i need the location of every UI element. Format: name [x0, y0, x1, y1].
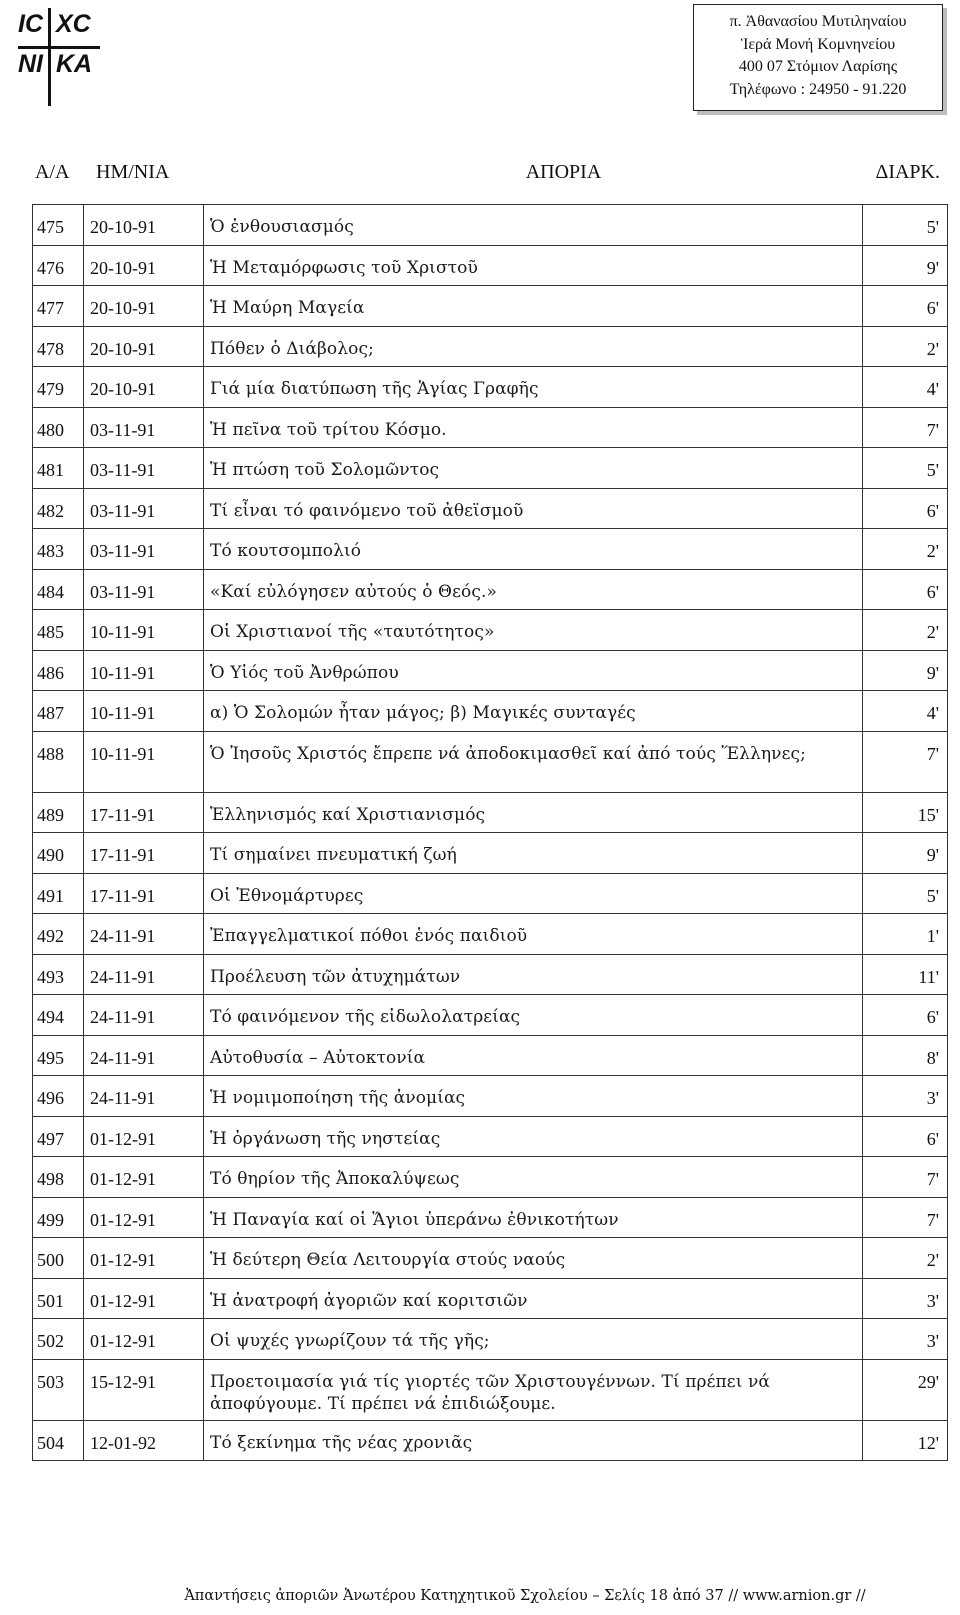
row-topic: «Καί εὐλόγησεν αὐτούς ὁ Θεός.»: [204, 569, 863, 610]
row-duration: 5': [863, 205, 948, 246]
address-line: Ἱερά Μονή Κομνηνείου: [740, 35, 896, 53]
table-row: [33, 529, 948, 570]
row-duration: 6': [863, 995, 948, 1036]
address-line: Τηλέφωνο : 24950 - 91.220: [729, 80, 907, 98]
row-topic: Ἡ νομιμοποίηση τῆς ἀνομίας: [204, 1076, 863, 1117]
row-duration: 2': [863, 610, 948, 651]
row-number: 498: [33, 1157, 84, 1198]
row-topic: Ὁ Ἰησοῦς Χριστός ἔπρεπε νά ἀποδοκιμασθεῖ καί ἀπό τούς Ἕλληνες;: [204, 731, 863, 792]
row-topic: Ἡ ὀργάνωση τῆς νηστείας: [204, 1116, 863, 1157]
row-date: 20-10-91: [84, 286, 204, 327]
row-topic: Γιά μία διατύπωση τῆς Ἁγίας Γραφῆς: [204, 367, 863, 408]
row-number: 483: [33, 529, 84, 570]
row-date: 10-11-91: [84, 691, 204, 732]
table-row: [33, 569, 948, 610]
row-duration: 5': [863, 873, 948, 914]
row-duration: 2': [863, 326, 948, 367]
table-row: [33, 731, 948, 792]
row-date: 03-11-91: [84, 448, 204, 489]
row-number: 491: [33, 873, 84, 914]
row-date: 01-12-91: [84, 1238, 204, 1279]
row-date: 24-11-91: [84, 1076, 204, 1117]
table-row: [33, 1278, 948, 1319]
row-duration: 5': [863, 448, 948, 489]
table-row: [33, 1359, 948, 1420]
table-row: [33, 245, 948, 286]
row-duration: 6': [863, 286, 948, 327]
row-topic: Πόθεν ὁ Διάβολος;: [204, 326, 863, 367]
row-duration: 12': [863, 1420, 948, 1461]
row-duration: 2': [863, 529, 948, 570]
row-duration: 3': [863, 1076, 948, 1117]
row-date: 10-11-91: [84, 610, 204, 651]
table-row: [33, 1116, 948, 1157]
row-topic: Ἡ Μεταμόρφωσις τοῦ Χριστοῦ: [204, 245, 863, 286]
row-duration: 7': [863, 731, 948, 792]
table-row: [33, 448, 948, 489]
row-topic: Τό ξεκίνημα τῆς νέας χρονιᾶς: [204, 1420, 863, 1461]
table-row: [33, 833, 948, 874]
address-box: [693, 4, 943, 111]
row-topic: Ἑλληνισμός καί Χριστιανισμός: [204, 792, 863, 833]
row-number: 489: [33, 792, 84, 833]
table-row: [33, 995, 948, 1036]
table-row: [33, 914, 948, 955]
row-number: 497: [33, 1116, 84, 1157]
table-row: [33, 205, 948, 246]
row-number: 501: [33, 1278, 84, 1319]
row-date: 17-11-91: [84, 873, 204, 914]
row-topic: Οἱ Ἐθνομάρτυρες: [204, 873, 863, 914]
row-duration: 15': [863, 792, 948, 833]
table-row: [33, 1035, 948, 1076]
row-number: 500: [33, 1238, 84, 1279]
row-number: 492: [33, 914, 84, 955]
row-duration: 29': [863, 1359, 948, 1420]
table-row: [33, 1319, 948, 1360]
row-number: 481: [33, 448, 84, 489]
row-duration: 2': [863, 1238, 948, 1279]
row-number: 484: [33, 569, 84, 610]
monastery-cross-logo: [18, 8, 104, 106]
table-row: [33, 954, 948, 995]
row-topic: Ὁ Υἱός τοῦ Ἀνθρώπου: [204, 650, 863, 691]
table-row: [33, 610, 948, 651]
row-date: 03-11-91: [84, 488, 204, 529]
row-duration: 8': [863, 1035, 948, 1076]
row-date: 17-11-91: [84, 833, 204, 874]
logo-letters-ic: IC: [18, 10, 43, 38]
header-date: ΗΜ/ΝΙΑ: [96, 160, 170, 183]
row-topic: Ἡ Μαύρη Μαγεία: [204, 286, 863, 327]
row-date: 01-12-91: [84, 1319, 204, 1360]
row-number: 480: [33, 407, 84, 448]
logo-letters-ka: KA: [56, 50, 93, 78]
row-duration: 4': [863, 691, 948, 732]
row-topic: Αὐτοθυσία – Αὐτοκτονία: [204, 1035, 863, 1076]
row-topic: Ἐπαγγελματικοί πόθοι ἑνός παιδιοῦ: [204, 914, 863, 955]
row-topic: Οἱ Χριστιανοί τῆς «ταυτότητος»: [204, 610, 863, 651]
row-date: 24-11-91: [84, 954, 204, 995]
row-duration: 6': [863, 488, 948, 529]
table-row: [33, 1420, 948, 1461]
row-duration: 9': [863, 650, 948, 691]
row-topic: Ἡ Παναγία καί οἱ Ἅγιοι ὑπεράνω ἐθνικοτήτων: [204, 1197, 863, 1238]
table-row: [33, 286, 948, 327]
table-row: [33, 488, 948, 529]
row-topic: Τό θηρίον τῆς Ἀποκαλύψεως: [204, 1157, 863, 1198]
row-duration: 7': [863, 407, 948, 448]
row-number: 482: [33, 488, 84, 529]
row-date: 03-11-91: [84, 569, 204, 610]
row-date: 01-12-91: [84, 1197, 204, 1238]
row-topic: Προετοιμασία γιά τίς γιορτές τῶν Χριστουγέννων. Τί πρέπει νά ἀποφύγουμε. Τί πρέπει νά ἐπιδιώξουμε.: [204, 1359, 863, 1420]
row-duration: 6': [863, 1116, 948, 1157]
row-date: 10-11-91: [84, 650, 204, 691]
table-row: [33, 326, 948, 367]
row-duration: 4': [863, 367, 948, 408]
row-date: 10-11-91: [84, 731, 204, 792]
entries-body: [33, 205, 948, 1461]
row-topic: Ὁ ἐνθουσιασμός: [204, 205, 863, 246]
row-date: 01-12-91: [84, 1157, 204, 1198]
logo-letters-xc: XC: [56, 10, 91, 38]
row-date: 12-01-92: [84, 1420, 204, 1461]
row-number: 503: [33, 1359, 84, 1420]
row-number: 487: [33, 691, 84, 732]
table-row: [33, 792, 948, 833]
header-aa: Α/Α: [35, 160, 70, 183]
row-number: 486: [33, 650, 84, 691]
row-topic: Τό κουτσομπολιό: [204, 529, 863, 570]
row-topic: Ἡ πτώση τοῦ Σολομῶντος: [204, 448, 863, 489]
row-date: 20-10-91: [84, 326, 204, 367]
row-topic: Ἡ δεύτερη Θεία Λειτουργία στούς ναούς: [204, 1238, 863, 1279]
table-row: [33, 873, 948, 914]
row-duration: 6': [863, 569, 948, 610]
table-header: [32, 140, 948, 204]
row-number: 504: [33, 1420, 84, 1461]
cross-vertical-bar: [48, 8, 51, 106]
row-number: 478: [33, 326, 84, 367]
row-duration: 1': [863, 914, 948, 955]
table-row: [33, 691, 948, 732]
row-number: 485: [33, 610, 84, 651]
row-duration: 3': [863, 1319, 948, 1360]
row-number: 477: [33, 286, 84, 327]
row-topic: Ἡ πεῖνα τοῦ τρίτου Κόσμο.: [204, 407, 863, 448]
row-duration: 7': [863, 1197, 948, 1238]
row-topic: α) Ὁ Σολομών ἦταν μάγος; β) Μαγικές συνταγές: [204, 691, 863, 732]
row-duration: 11': [863, 954, 948, 995]
row-date: 03-11-91: [84, 407, 204, 448]
cross-horizontal-bar: [18, 46, 100, 49]
row-topic: Προέλευση τῶν ἀτυχημάτων: [204, 954, 863, 995]
row-topic: Ἡ ἀνατροφή ἀγοριῶν καί κοριτσιῶν: [204, 1278, 863, 1319]
row-date: 24-11-91: [84, 1035, 204, 1076]
row-date: 24-11-91: [84, 914, 204, 955]
row-duration: 3': [863, 1278, 948, 1319]
table-row: [33, 367, 948, 408]
row-duration: 9': [863, 833, 948, 874]
row-number: 476: [33, 245, 84, 286]
row-number: 495: [33, 1035, 84, 1076]
row-number: 494: [33, 995, 84, 1036]
row-date: 15-12-91: [84, 1359, 204, 1420]
table-row: [33, 407, 948, 448]
address-line: 400 07 Στόμιον Λαρίσης: [738, 58, 898, 75]
row-date: 01-12-91: [84, 1116, 204, 1157]
row-duration: 9': [863, 245, 948, 286]
table-row: [33, 1197, 948, 1238]
row-number: 490: [33, 833, 84, 874]
page-footer: Ἀπαντήσεις ἀποριῶν Ἀνωτέρου Κατηχητικοῦ Σχολείου – Σελίς 18 ἀπό 37 // www.arnion.gr //: [184, 1588, 866, 1604]
row-number: 493: [33, 954, 84, 995]
header-duration: ΔΙΑΡΚ.: [875, 160, 940, 183]
row-number: 499: [33, 1197, 84, 1238]
row-number: 475: [33, 205, 84, 246]
row-topic: Τό φαινόμενον τῆς εἰδωλολατρείας: [204, 995, 863, 1036]
row-date: 24-11-91: [84, 995, 204, 1036]
row-topic: Τί εἶναι τό φαινόμενο τοῦ ἀθεϊσμοῦ: [204, 488, 863, 529]
entries-table: [32, 204, 948, 1461]
row-date: 03-11-91: [84, 529, 204, 570]
table-row: [33, 650, 948, 691]
row-topic: Τί σημαίνει πνευματική ζωή: [204, 833, 863, 874]
logo-letters-ni: NI: [18, 50, 43, 78]
row-date: 20-10-91: [84, 245, 204, 286]
row-number: 479: [33, 367, 84, 408]
address-line: π. Ἀθανασίου Μυτιληναίου: [729, 13, 907, 30]
row-date: 20-10-91: [84, 205, 204, 246]
table-row: [33, 1157, 948, 1198]
row-date: 01-12-91: [84, 1278, 204, 1319]
row-duration: 7': [863, 1157, 948, 1198]
row-date: 20-10-91: [84, 367, 204, 408]
row-number: 488: [33, 731, 84, 792]
table-row: [33, 1076, 948, 1117]
questions-table: [32, 140, 948, 1461]
row-topic: Οἱ ψυχές γνωρίζουν τά τῆς γῆς;: [204, 1319, 863, 1360]
table-row: [33, 1238, 948, 1279]
header-topic: ΑΠΟΡΙΑ: [525, 160, 602, 183]
row-number: 496: [33, 1076, 84, 1117]
row-date: 17-11-91: [84, 792, 204, 833]
row-number: 502: [33, 1319, 84, 1360]
